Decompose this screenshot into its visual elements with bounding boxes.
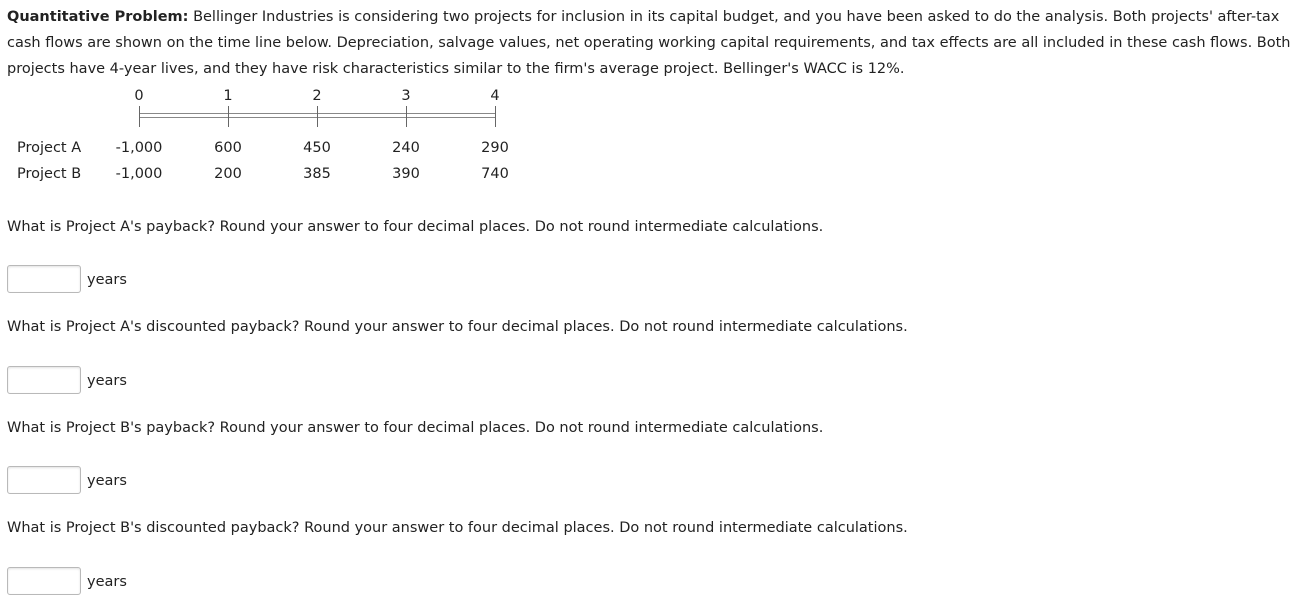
project-b-cash-flow: -1,000: [115, 166, 163, 182]
unit-label: years: [87, 574, 127, 590]
answer-a-payback: [7, 265, 407, 295]
project-b-cash-flow: 740: [481, 166, 509, 182]
project-a-cash-flow: 290: [481, 140, 509, 156]
answer-a-discounted-payback: [7, 366, 407, 396]
answer-b-discounted-payback: [7, 567, 407, 597]
project-b-cash-flow: 385: [303, 166, 331, 182]
answer-a-discounted-payback-input[interactable]: [7, 366, 81, 394]
project-a-label: Project A: [17, 140, 82, 156]
unit-label: years: [87, 473, 127, 489]
question-a-discounted-payback: What is Project A's discounted payback? Round your answer to four decimal places. Do not round intermediate calculations.: [7, 319, 908, 335]
project-a-cash-flow: 240: [392, 140, 420, 156]
project-a-cash-flow: -1,000: [115, 140, 163, 156]
answer-b-payback-input[interactable]: [7, 466, 81, 494]
period-label: 3: [401, 88, 411, 104]
problem-heading: Quantitative Problem:: [7, 9, 189, 25]
problem-text: Bellinger Industries is considering two projects for inclusion in its capital budget, and you have been asked to do the analysis. Both projects' after-tax cash flows are shown on the time line below. Depreciation, salvage values, net operating working capital requirements, and tax effects are all included in these cash flows. Both projects have 4-year lives, and they have risk characteristics similar to the firm's average project. Bellinger's WACC is 12%.: [7, 9, 1291, 77]
timeline-tick: [406, 106, 407, 127]
project-b-cash-flow: 200: [214, 166, 242, 182]
answer-b-payback: [7, 466, 407, 496]
question-b-payback: What is Project B's payback? Round your answer to four decimal places. Do not round intermediate calculations.: [7, 420, 824, 436]
project-a-cash-flow: 450: [303, 140, 331, 156]
timeline-tick: [228, 106, 229, 127]
period-label: 4: [490, 88, 500, 104]
period-label: 2: [312, 88, 322, 104]
period-label: 1: [223, 88, 233, 104]
timeline-tick: [317, 106, 318, 127]
period-label: 0: [134, 88, 144, 104]
question-a-payback: What is Project A's payback? Round your answer to four decimal places. Do not round intermediate calculations.: [7, 219, 824, 235]
unit-label: years: [87, 272, 127, 288]
project-b-label: Project B: [17, 166, 82, 182]
answer-b-discounted-payback-input[interactable]: [7, 567, 81, 595]
project-a-cash-flow: 600: [214, 140, 242, 156]
answer-a-payback-input[interactable]: [7, 265, 81, 293]
timeline-tick: [139, 106, 140, 127]
cash-flow-timeline: [0, 84, 560, 194]
project-b-cash-flow: 390: [392, 166, 420, 182]
timeline-tick: [495, 106, 496, 127]
unit-label: years: [87, 373, 127, 389]
question-b-discounted-payback: What is Project B's discounted payback? Round your answer to four decimal places. Do not round intermediate calculations.: [7, 520, 908, 536]
problem-statement: [7, 4, 1307, 82]
